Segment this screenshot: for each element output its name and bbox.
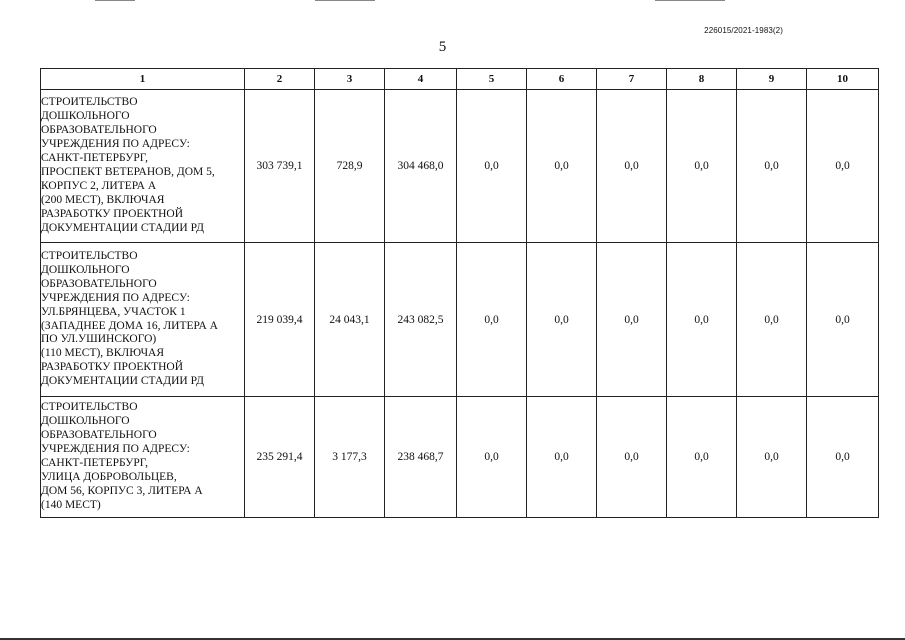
column-header: 2 — [245, 69, 315, 90]
value-cell: 304 468,0 — [385, 90, 457, 243]
value-cell: 0,0 — [527, 243, 597, 397]
value-cell: 0,0 — [527, 397, 597, 518]
value-cell: 0,0 — [807, 90, 879, 243]
value-cell: 243 082,5 — [385, 243, 457, 397]
value-cell: 0,0 — [527, 90, 597, 243]
column-header: 3 — [315, 69, 385, 90]
value-cell: 0,0 — [597, 90, 667, 243]
column-header: 8 — [667, 69, 737, 90]
value-cell: 0,0 — [737, 90, 807, 243]
value-cell: 0,0 — [737, 243, 807, 397]
column-header: 5 — [457, 69, 527, 90]
scan-artifact — [655, 0, 725, 1]
column-header: 7 — [597, 69, 667, 90]
data-table — [40, 68, 879, 518]
table-row — [41, 397, 879, 518]
value-cell: 728,9 — [315, 90, 385, 243]
table-row — [41, 90, 879, 243]
scan-artifact — [95, 0, 135, 1]
project-name-cell: СТРОИТЕЛЬСТВО ДОШКОЛЬНОГО ОБРАЗОВАТЕЛЬНОГО УЧРЕЖДЕНИЯ ПО АДРЕСУ: САНКТ-ПЕТЕРБУРГ, УЛИЦА ДОБРОВОЛЬЦЕВ, ДОМ 56, КОРПУС 3, ЛИТЕРА А (140 МЕСТ) — [41, 397, 245, 518]
value-cell: 0,0 — [737, 397, 807, 518]
value-cell: 238 468,7 — [385, 397, 457, 518]
column-header: 1 — [41, 69, 245, 90]
value-cell: 0,0 — [807, 243, 879, 397]
value-cell: 303 739,1 — [245, 90, 315, 243]
scan-artifact — [315, 0, 375, 1]
column-header: 4 — [385, 69, 457, 90]
value-cell: 0,0 — [457, 243, 527, 397]
value-cell: 0,0 — [667, 397, 737, 518]
value-cell: 235 291,4 — [245, 397, 315, 518]
value-cell: 24 043,1 — [315, 243, 385, 397]
column-header: 9 — [737, 69, 807, 90]
project-name-cell: СТРОИТЕЛЬСТВО ДОШКОЛЬНОГО ОБРАЗОВАТЕЛЬНОГО УЧРЕЖДЕНИЯ ПО АДРЕСУ: САНКТ-ПЕТЕРБУРГ, ПРОСПЕКТ ВЕТЕРАНОВ, ДОМ 5, КОРПУС 2, ЛИТЕРА А (200 МЕСТ), ВКЛЮЧАЯ РАЗРАБОТКУ ПРОЕКТНОЙ ДОКУМЕНТАЦИИ СТАДИИ РД — [41, 90, 245, 243]
value-cell: 0,0 — [807, 397, 879, 518]
value-cell: 0,0 — [457, 397, 527, 518]
registration-number: 226015/2021-1983(2) — [704, 26, 783, 35]
project-name-cell: СТРОИТЕЛЬСТВО ДОШКОЛЬНОГО ОБРАЗОВАТЕЛЬНОГО УЧРЕЖДЕНИЯ ПО АДРЕСУ: УЛ.БРЯНЦЕВА, УЧАСТОК 1 (ЗАПАДНЕЕ ДОМА 16, ЛИТЕРА А ПО УЛ.УШИНСКОГО) (110 МЕСТ), ВКЛЮЧАЯ РАЗРАБОТКУ ПРОЕКТНОЙ ДОКУМЕНТАЦИИ СТАДИИ РД — [41, 243, 245, 397]
value-cell: 3 177,3 — [315, 397, 385, 518]
column-header: 10 — [807, 69, 879, 90]
table-row — [41, 243, 879, 397]
value-cell: 0,0 — [667, 243, 737, 397]
value-cell: 0,0 — [597, 397, 667, 518]
column-header: 6 — [527, 69, 597, 90]
page-number: 5 — [438, 39, 447, 55]
value-cell: 219 039,4 — [245, 243, 315, 397]
value-cell: 0,0 — [597, 243, 667, 397]
header-row — [41, 69, 879, 90]
value-cell: 0,0 — [457, 90, 527, 243]
value-cell: 0,0 — [667, 90, 737, 243]
